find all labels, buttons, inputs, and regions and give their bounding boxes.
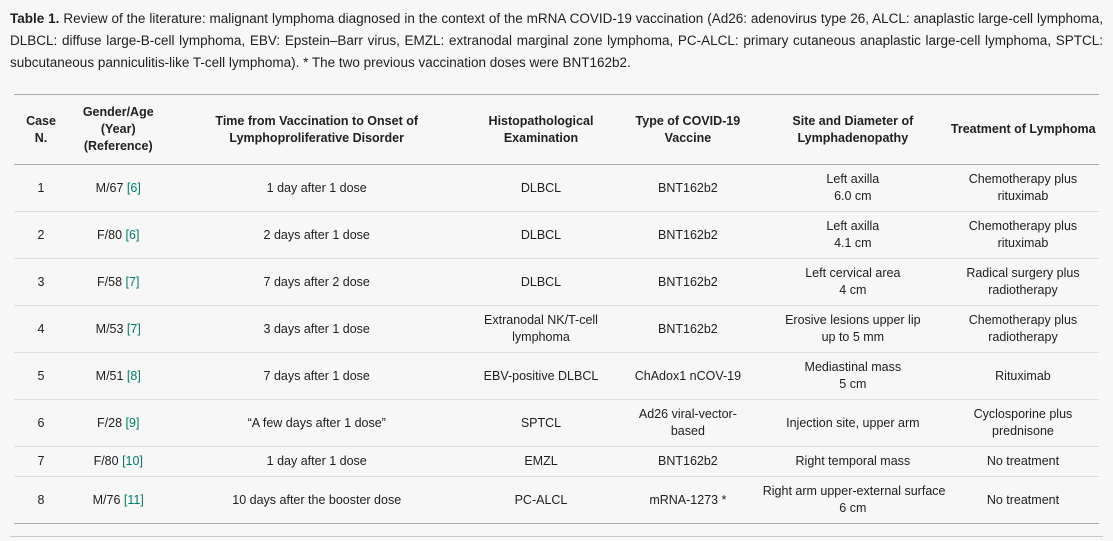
text-line: 4 cm <box>839 283 867 297</box>
text-line: Chemotherapy plus <box>968 313 1078 327</box>
gender-age-value: M/76 [11] <box>92 492 144 507</box>
text-line: Gender/Age <box>82 105 154 119</box>
section-divider <box>10 536 1103 537</box>
text-line: 6.0 cm <box>834 189 872 203</box>
text-line: based <box>670 424 705 438</box>
vaccine-type-cell <box>617 259 759 306</box>
text-line: rituximab <box>997 236 1049 250</box>
time-to-onset-cell <box>168 212 465 259</box>
histopathology-cell <box>465 165 617 212</box>
site-diameter-cell <box>759 353 947 400</box>
text-line: Chemotherapy plus <box>968 219 1078 233</box>
site-diameter-cell <box>759 400 947 447</box>
gender-age-value: M/67 [6] <box>95 180 141 195</box>
gender-age-cell <box>68 212 168 259</box>
treatment-cell <box>947 306 1099 353</box>
table-row <box>14 477 1099 524</box>
text-line: BNT162b2 <box>658 321 718 336</box>
text-line: Site and Diameter of <box>792 113 914 128</box>
reference-link[interactable]: [11] <box>123 492 144 507</box>
text-line: 1 day after 1 dose <box>266 180 367 195</box>
vaccine-type-cell <box>617 447 759 477</box>
text-line: 1 day after 1 dose <box>266 454 367 468</box>
table-row <box>14 212 1099 259</box>
text-line: DLBCL <box>520 180 562 195</box>
gender-age-cell <box>68 353 168 400</box>
text-line: radiotherapy <box>988 283 1058 297</box>
text-line: No treatment <box>986 492 1060 507</box>
text-line: Erosive lesions upper lip <box>785 313 921 327</box>
gender-age-value: F/58 [7] <box>97 274 140 289</box>
table-caption-text: Review of the literature: malignant lymphoma diagnosed in the context of the mRNA COVID-19 vaccination (Ad26: adenovirus type 26, ALCL: anaplastic large-cell lymphoma, DLBCL: diffuse large-B-cell lymphoma, EBV: Epstein–Barr virus, EMZL: extranodal marginal zone lymphoma, PC-ALCL: primary cutaneous anaplastic large-cell lymphoma, SPTCL: subcutaneous panniculitis-like T-cell lymphoma). * The two previous vaccination doses were BNT162b2. <box>10 11 1103 70</box>
treatment-cell <box>947 353 1099 400</box>
text-line: 4.1 cm <box>834 236 872 250</box>
text-line: N. <box>34 130 48 145</box>
text-line: (Year) <box>100 122 136 136</box>
reference-link[interactable]: [9] <box>125 415 140 430</box>
gender-age-cell <box>68 400 168 447</box>
reference-link[interactable]: [6] <box>125 227 140 242</box>
treatment-cell <box>947 259 1099 306</box>
text-line: Vaccine <box>664 130 712 145</box>
text-line: Left axilla <box>826 172 880 186</box>
vaccine-type-cell <box>617 212 759 259</box>
text-line: up to 5 mm <box>821 330 885 344</box>
text-line: Extranodal NK/T-cell <box>484 313 598 327</box>
table-body <box>14 165 1099 524</box>
text-line: BNT162b2 <box>658 180 718 195</box>
text-line: Radical surgery plus <box>966 266 1080 280</box>
text-line: Right temporal mass <box>795 454 911 468</box>
histopathology-cell <box>465 259 617 306</box>
gender-age-value: F/80 [10] <box>93 454 143 468</box>
text-line: PC-ALCL <box>514 492 568 507</box>
text-line: Ad26 viral-vector- <box>638 407 737 421</box>
case-number-cell: 6 <box>37 415 45 430</box>
vaccine-type-cell <box>617 353 759 400</box>
column-header-treatment <box>947 95 1099 165</box>
text-line: Examination <box>503 130 579 145</box>
text-line: 10 days after the booster dose <box>232 492 402 507</box>
table-row <box>14 165 1099 212</box>
gender-age-cell <box>68 259 168 306</box>
site-diameter-cell <box>759 477 947 524</box>
text-line: Rituximab <box>995 368 1051 383</box>
column-header-histopathological-examination <box>465 95 617 165</box>
reference-link[interactable]: [8] <box>126 368 141 383</box>
time-to-onset-cell <box>168 353 465 400</box>
reference-link[interactable]: [7] <box>126 321 141 336</box>
text-line: 7 days after 1 dose <box>263 368 370 383</box>
text-line: EMZL <box>524 454 558 468</box>
column-header-time-from-vaccination <box>168 95 465 165</box>
table-row <box>14 447 1099 477</box>
gender-age-value: M/53 [7] <box>95 321 141 336</box>
case-number-cell: 3 <box>37 274 45 289</box>
case-number-cell: 8 <box>37 492 45 507</box>
vaccine-type-cell <box>617 400 759 447</box>
column-header-site-and-diameter <box>759 95 947 165</box>
reference-link[interactable]: [10] <box>122 454 143 468</box>
text-line: 5 cm <box>839 377 867 391</box>
table-row <box>14 306 1099 353</box>
treatment-cell <box>947 212 1099 259</box>
text-line: BNT162b2 <box>658 454 718 468</box>
column-header-covid19-vaccine-type <box>617 95 759 165</box>
text-line: Mediastinal mass <box>804 360 902 374</box>
text-line: Type of COVID-19 <box>635 113 741 128</box>
reference-link[interactable]: [6] <box>126 180 141 195</box>
time-to-onset-cell <box>168 400 465 447</box>
text-line: DLBCL <box>520 274 562 289</box>
table-caption <box>10 8 1103 74</box>
histopathology-cell <box>465 212 617 259</box>
table-header-row <box>14 95 1099 165</box>
text-line: Lymphadenopathy <box>797 130 909 145</box>
text-line: lymphoma <box>512 330 570 344</box>
treatment-cell <box>947 447 1099 477</box>
table-row <box>14 353 1099 400</box>
text-line: Histopathological <box>488 113 594 128</box>
text-line: Treatment of Lymphoma <box>950 122 1096 136</box>
text-line: Left cervical area <box>805 266 901 280</box>
text-line: No treatment <box>986 454 1060 468</box>
gender-age-cell <box>68 447 168 477</box>
text-line: Lymphoproliferative Disorder <box>229 130 404 145</box>
text-line: 3 days after 1 dose <box>263 321 370 336</box>
treatment-cell <box>947 477 1099 524</box>
text-line: prednisone <box>992 424 1054 438</box>
text-line: BNT162b2 <box>658 227 718 242</box>
text-line: EBV-positive DLBCL <box>483 368 599 383</box>
case-number-cell: 7 <box>37 454 45 468</box>
case-number-cell: 5 <box>37 368 45 383</box>
text-line: Cyclosporine plus <box>973 407 1073 421</box>
gender-age-cell <box>68 306 168 353</box>
text-line: Time from Vaccination to Onset of <box>215 113 419 128</box>
time-to-onset-cell <box>168 447 465 477</box>
gender-age-value: M/51 [8] <box>95 368 141 383</box>
column-header-case-number <box>14 95 68 165</box>
gender-age-cell <box>68 165 168 212</box>
text-line: SPTCL <box>520 415 562 430</box>
histopathology-cell <box>465 306 617 353</box>
text-line: mRNA-1273 * <box>649 492 727 507</box>
text-line: 7 days after 2 dose <box>263 274 370 289</box>
site-diameter-cell <box>759 212 947 259</box>
table-row <box>14 400 1099 447</box>
text-line: Right arm upper-external surface <box>762 484 946 498</box>
text-line: Case <box>26 113 56 128</box>
case-number-cell: 1 <box>37 180 45 195</box>
text-line: “A few days after 1 dose” <box>247 415 386 430</box>
table-caption-label: Table 1. <box>10 11 60 26</box>
reference-link[interactable]: [7] <box>125 274 140 289</box>
literature-review-table <box>14 94 1099 524</box>
histopathology-cell <box>465 400 617 447</box>
histopathology-cell <box>465 353 617 400</box>
text-line: radiotherapy <box>988 330 1058 344</box>
treatment-cell <box>947 400 1099 447</box>
text-line: 6 cm <box>839 501 867 515</box>
histopathology-cell <box>465 447 617 477</box>
text-line: Injection site, upper arm <box>786 415 920 430</box>
vaccine-type-cell <box>617 165 759 212</box>
time-to-onset-cell <box>168 477 465 524</box>
text-line: rituximab <box>997 189 1049 203</box>
time-to-onset-cell <box>168 259 465 306</box>
histopathology-cell <box>465 477 617 524</box>
text-line: Left axilla <box>826 219 880 233</box>
gender-age-value: F/28 [9] <box>97 415 140 430</box>
text-line: DLBCL <box>520 227 562 242</box>
gender-age-value: F/80 [6] <box>97 227 140 242</box>
case-number-cell: 4 <box>37 321 45 336</box>
table-head <box>14 95 1099 165</box>
table-row <box>14 259 1099 306</box>
vaccine-type-cell <box>617 306 759 353</box>
text-line: Chemotherapy plus <box>968 172 1078 186</box>
text-line: (Reference) <box>83 139 153 153</box>
treatment-cell <box>947 165 1099 212</box>
time-to-onset-cell <box>168 306 465 353</box>
site-diameter-cell <box>759 447 947 477</box>
column-header-gender-age-reference <box>68 95 168 165</box>
case-number-cell: 2 <box>37 227 45 242</box>
time-to-onset-cell <box>168 165 465 212</box>
text-line: BNT162b2 <box>658 274 718 289</box>
text-line: 2 days after 1 dose <box>263 227 370 242</box>
vaccine-type-cell <box>617 477 759 524</box>
site-diameter-cell <box>759 306 947 353</box>
site-diameter-cell <box>759 165 947 212</box>
text-line: ChAdox1 nCOV-19 <box>634 368 742 383</box>
gender-age-cell <box>68 477 168 524</box>
site-diameter-cell <box>759 259 947 306</box>
